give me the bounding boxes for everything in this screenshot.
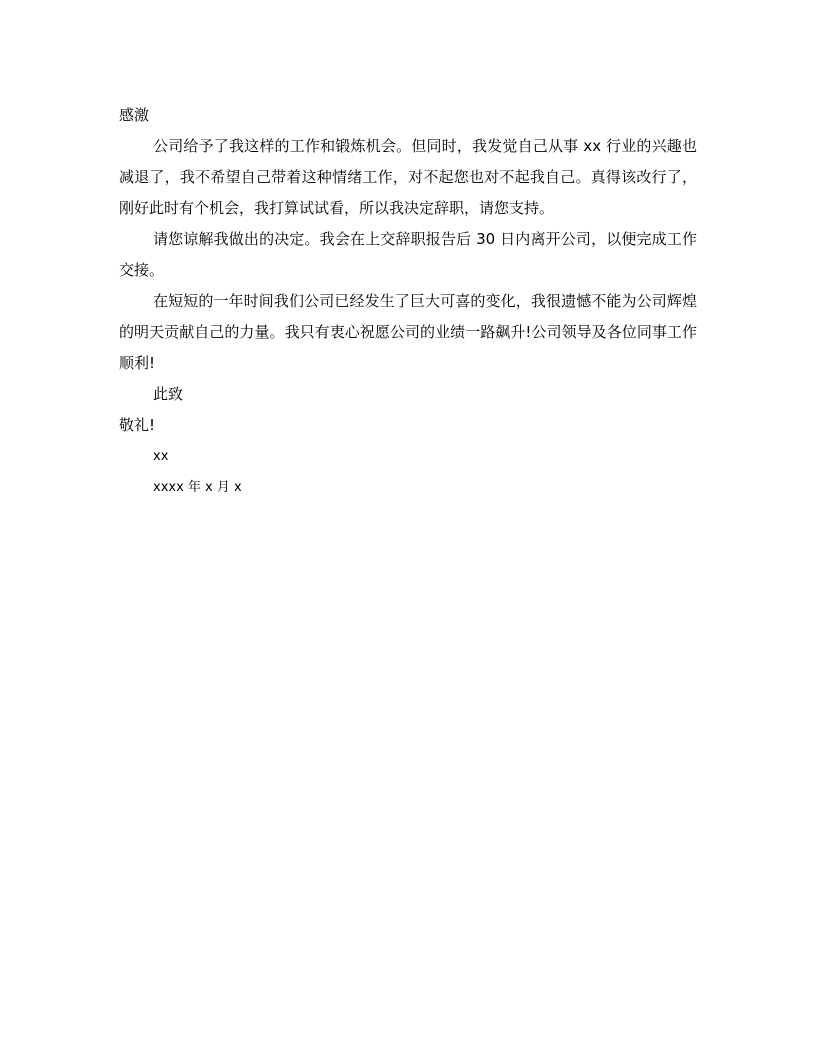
- letter-line-top: 感激: [119, 106, 150, 124]
- letter-paragraph-3: 在短短的一年时间我们公司已经发生了巨大可喜的变化，我很遗憾不能为公司辉煌的明天贡献自己的力量。我只有衷心祝愿公司的业绩一路飙升!公司领导及各位同事工作顺利!: [119, 292, 697, 372]
- letter-date: xxxx 年 x 月 x: [153, 480, 242, 495]
- letter-closing: 此致: [153, 385, 184, 403]
- letter-body: [119, 100, 697, 503]
- letter-signature: xx: [153, 449, 169, 464]
- letter-salutation: 敬礼!: [119, 416, 156, 434]
- letter-paragraph-2: 请您谅解我做出的决定。我会在上交辞职报告后 30 日内离开公司，以便完成工作交接。: [119, 230, 697, 279]
- letter-paragraph-1: 公司给予了我这样的工作和锻炼机会。但同时，我发觉自己从事 xx 行业的兴趣也减退了，我不希望自己带着这种情绪工作，对不起您也对不起我自己。真得该改行了，刚好此时有个机会，我打算试试看，所以我决定辞职，请您支持。: [119, 137, 697, 217]
